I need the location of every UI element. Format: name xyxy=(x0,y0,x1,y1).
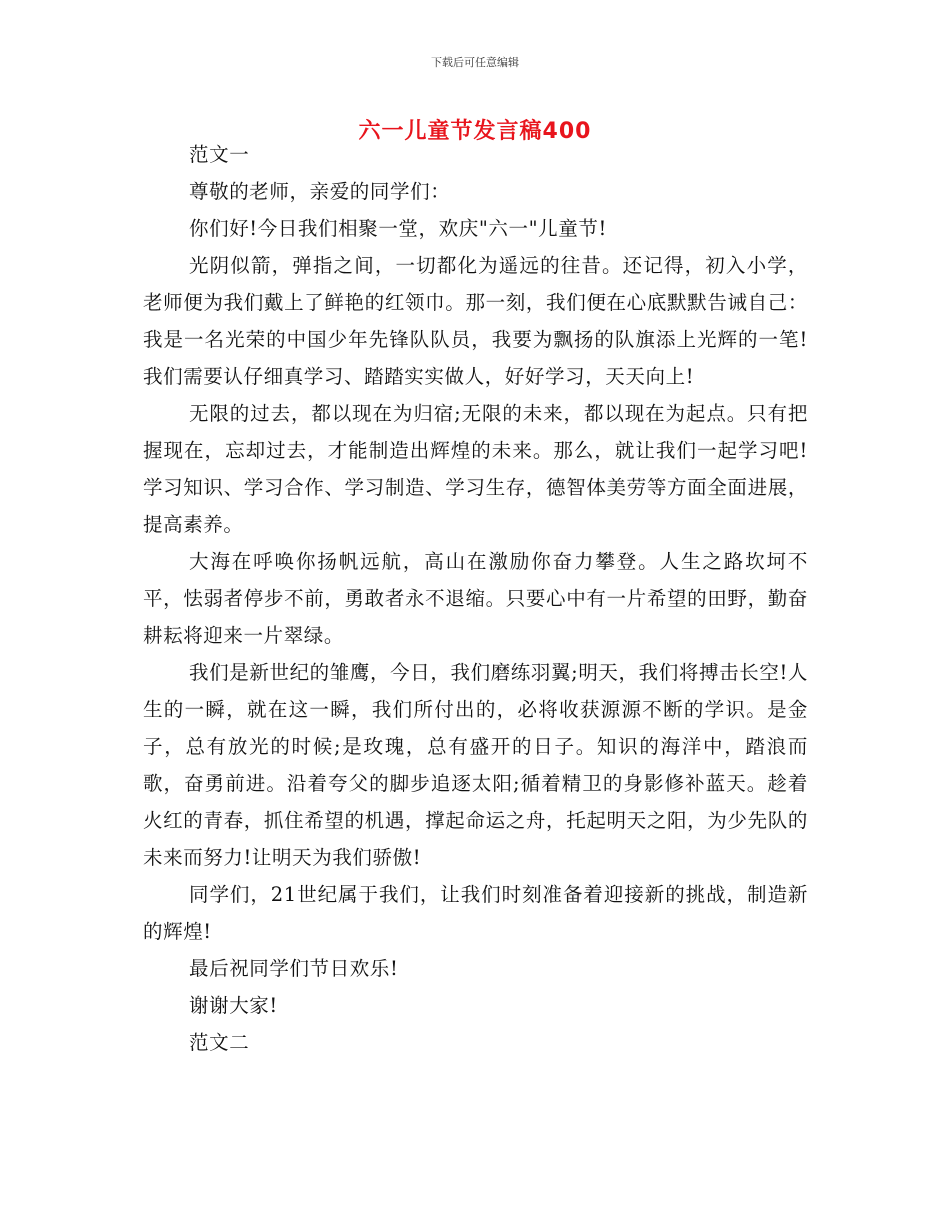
paragraph-memories: 光阴似箭，弹指之间，一切都化为遥远的往昔。还记得，初入小学，老师便为我们戴上了鲜艳的红领巾。那一刻，我们便在心底默默告诫自己：我是一名光荣的中国少年先锋队队员，我要为飘扬的队旗添上光辉的一笔!我们需要认仔细真学习、踏踏实实做人，好好学习，天天向上! xyxy=(143,254,808,388)
paragraph-past-future: 无限的过去，都以现在为归宿;无限的未来，都以现在为起点。只有把握现在，忘却过去，才能制造出辉煌的未来。那么，就让我们一起学习吧!学习知识、学习合作、学习制造、学习生存，德智体美劳等方面全面进展，提高素养。 xyxy=(143,402,808,536)
header-note: 下载后可任意编辑 xyxy=(431,56,519,69)
paragraph-heading-sample-1: 范文一 xyxy=(189,143,250,166)
document-body xyxy=(143,136,808,1061)
paragraph-heading-sample-2: 范文二 xyxy=(189,1031,250,1054)
paragraph-young-eagles: 我们是新世纪的雏鹰，今日，我们磨练羽翼;明天，我们将搏击长空!人生的一瞬，就在这一瞬，我们所付出的，必将收获源源不断的学识。是金子，总有放光的时候;是玫瑰，总有盛开的日子。知识的海洋中，踏浪而歌，奋勇前进。沿着夸父的脚步追逐太阳;循着精卫的身影修补蓝天。趁着火红的青春，抓住希望的机遇，撑起命运之舟，托起明天之阳，为少先队的未来而努力!让明天为我们骄傲! xyxy=(143,661,808,869)
paragraph-festival-wishes: 最后祝同学们节日欢乐! xyxy=(189,957,399,980)
paragraph-thanks: 谢谢大家! xyxy=(189,994,278,1017)
paragraph-sea-mountain: 大海在呼唤你扬帆远航，高山在激励你奋力攀登。人生之路坎坷不平，怯弱者停步不前，勇敢者永不退缩。只要心中有一片希望的田野，勤奋耕耘将迎来一片翠绿。 xyxy=(143,550,808,647)
paragraph-greeting: 你们好!今日我们相聚一堂，欢庆"六一"儿童节! xyxy=(189,217,607,240)
paragraph-salutation: 尊敬的老师，亲爱的同学们： xyxy=(189,180,451,203)
paragraph-21st-century: 同学们，21世纪属于我们，让我们时刻准备着迎接新的挑战，制造新的辉煌! xyxy=(143,883,808,943)
document-title: 六一儿童节发言稿400 xyxy=(358,119,592,144)
